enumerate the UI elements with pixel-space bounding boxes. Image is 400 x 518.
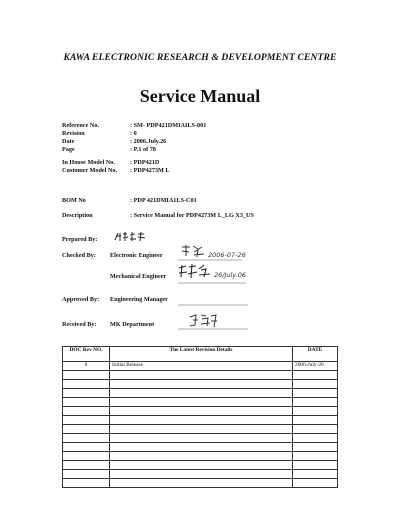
- table-row: [63, 479, 338, 488]
- mechanical-signature: [177, 263, 213, 281]
- table-row: [63, 452, 338, 461]
- mk-department-role: MK Department: [110, 321, 155, 328]
- signature-underline: [178, 258, 242, 262]
- table-row: [63, 389, 338, 398]
- inhouse-model-value: : PDP421D: [130, 159, 160, 166]
- header-revision-details: The Latest Revision Details: [110, 347, 293, 362]
- signature-underline: [178, 327, 248, 331]
- reference-value: : SM- PDP421DMIAILS-001: [130, 122, 207, 129]
- approved-by-label: Approved By:: [62, 296, 100, 303]
- reference-label: Reference No.: [62, 122, 99, 129]
- signature-underline: [178, 303, 248, 307]
- table-row: [63, 443, 338, 452]
- document-title: Service Manual: [139, 86, 261, 106]
- description-label: Description: [62, 212, 93, 219]
- rev-cell: 0: [63, 362, 110, 371]
- table-row: [63, 380, 338, 389]
- prepared-signature: [113, 231, 147, 243]
- table-row: [63, 371, 338, 380]
- details-cell: Initial Release: [110, 362, 293, 371]
- mechanical-engineer-role: Mechanical Engineer: [110, 273, 167, 280]
- bom-label: BOM No: [62, 197, 86, 204]
- checked-by-label: Checked By:: [62, 252, 96, 259]
- electronic-signature: [180, 244, 206, 258]
- organization-name: KAWA ELECTRONIC RESEARCH & DEVELOPMENT CENTRE: [63, 52, 337, 63]
- table-row: [63, 434, 338, 443]
- signature-underline: [178, 281, 246, 285]
- mechanical-signature-date: 26/July.06: [214, 271, 246, 279]
- engineering-manager-role: Engineering Manager: [110, 296, 168, 303]
- electronic-signature-date: 2006-07-26: [208, 251, 246, 259]
- date-value: : 2006.July.26: [130, 138, 167, 145]
- received-by-label: Received By:: [62, 321, 97, 328]
- table-row: [63, 362, 338, 371]
- table-row: [63, 461, 338, 470]
- date-cell: 2006-July-26: [293, 362, 338, 371]
- description-value: : Service Manual for PDP4273M L_LG X3_US: [130, 212, 254, 219]
- prepared-by-label: Prepared By:: [62, 236, 98, 243]
- revision-value: : 0: [130, 130, 137, 137]
- customer-model-value: : PDP4273M L: [130, 167, 170, 174]
- table-row: [63, 425, 338, 434]
- header-doc-rev: DOC Rev NO.: [63, 347, 110, 362]
- page-value: : P.1 of 78: [130, 146, 156, 153]
- table-row: [63, 398, 338, 407]
- customer-model-label: Customer Model No.: [62, 167, 118, 174]
- revision-label: Revision: [62, 130, 85, 137]
- inhouse-model-label: In House Model No.: [62, 159, 115, 166]
- table-row: [63, 470, 338, 479]
- table-row: [63, 407, 338, 416]
- table-row: [63, 416, 338, 425]
- header-date: DATE: [293, 347, 338, 362]
- date-label: Date: [62, 138, 75, 145]
- bom-value: : PDP 421DMIA1LS-C01: [130, 197, 197, 204]
- page-label: Page: [62, 146, 75, 153]
- revision-table: [62, 346, 338, 488]
- electronic-engineer-role: Electronic Engineer: [110, 252, 163, 259]
- revision-table-header: [63, 347, 338, 362]
